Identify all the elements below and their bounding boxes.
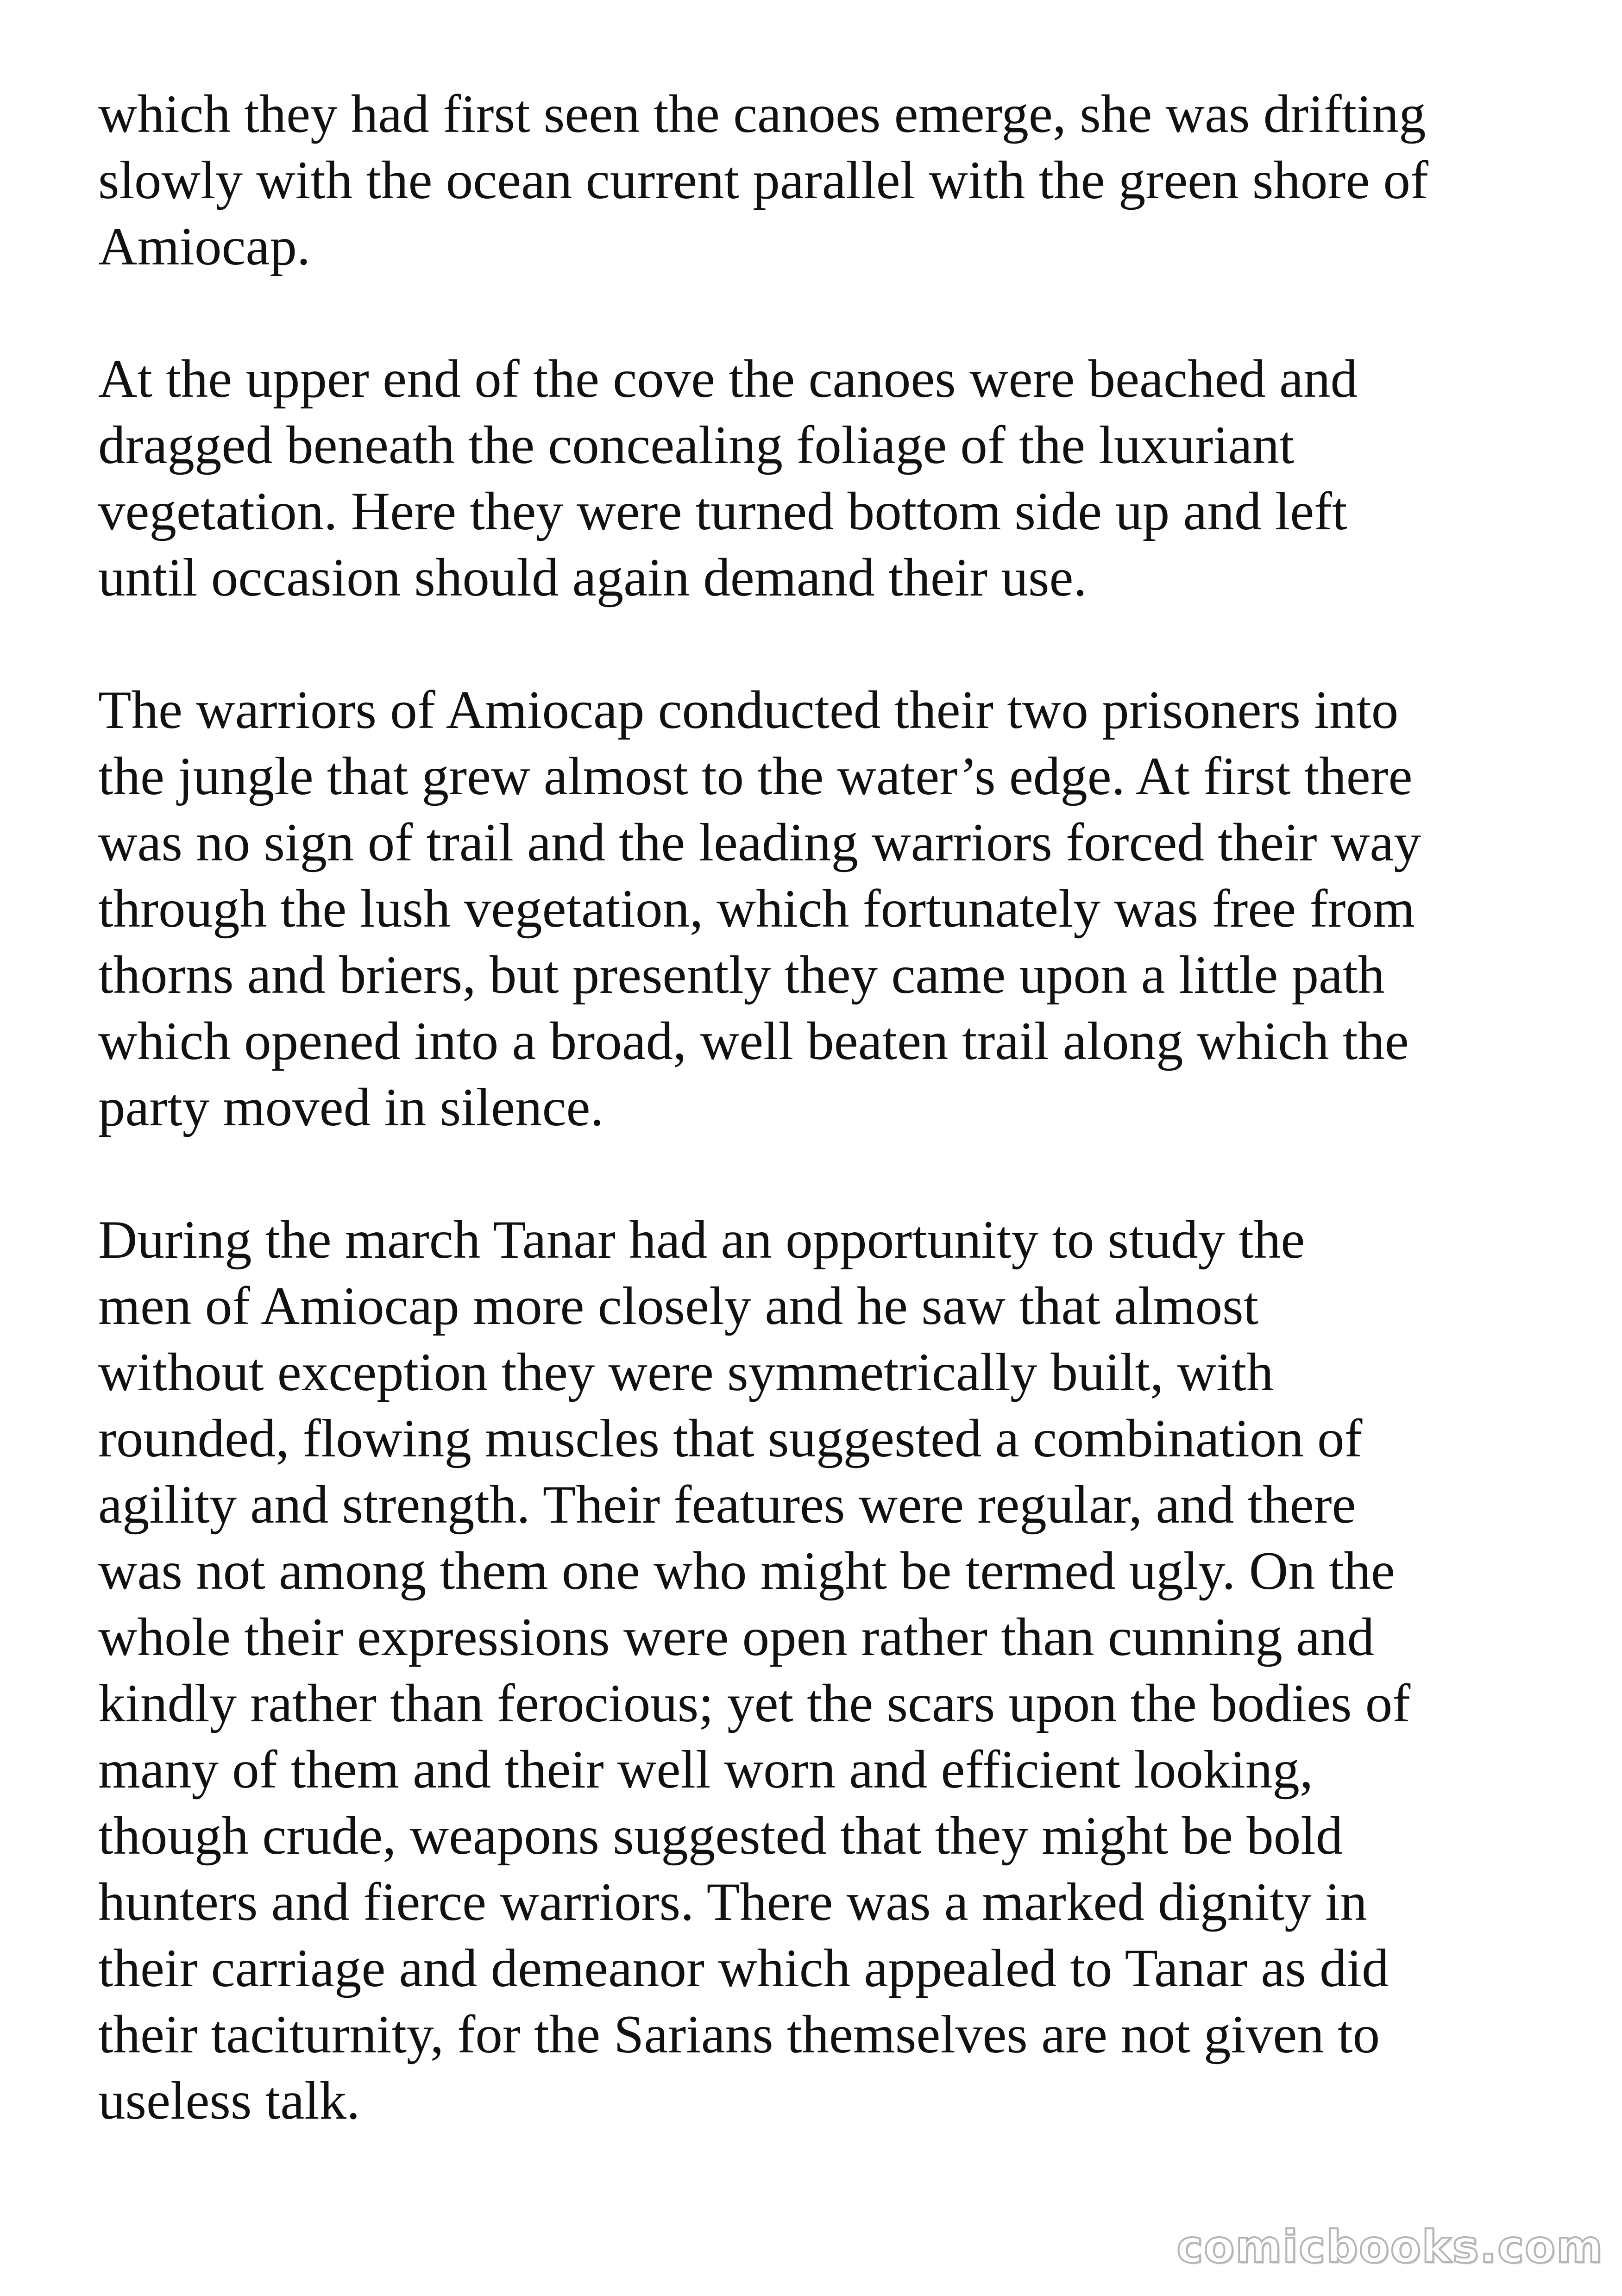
text-line: was not among them one who might be termed ugly. On the xyxy=(98,1541,1395,1601)
text-line: hunters and fierce warriors. There was a marked dignity in xyxy=(98,1872,1367,1932)
paragraph xyxy=(98,81,1553,280)
text-line: rounded, flowing muscles that suggested a combination of xyxy=(98,1409,1363,1468)
text-line: party moved in silence. xyxy=(98,1078,604,1137)
text-line: men of Amiocap more closely and he saw that almost xyxy=(98,1276,1259,1336)
paragraph xyxy=(98,677,1553,1141)
text-line: useless talk. xyxy=(98,2071,360,2131)
text-line: without exception they were symmetrically built, with xyxy=(98,1342,1274,1402)
text-line: dragged beneath the concealing foliage of the luxuriant xyxy=(98,415,1295,475)
text-line: which opened into a broad, well beaten trail along which the xyxy=(98,1011,1409,1071)
text-line: During the march Tanar had an opportunity to study the xyxy=(98,1210,1305,1270)
text-line: The warriors of Amiocap conducted their two prisoners into xyxy=(98,680,1399,740)
text-line: whole their expressions were open rather than cunning and xyxy=(98,1607,1375,1667)
paragraph xyxy=(98,346,1553,611)
text-line: At the upper end of the cove the canoes were beached and xyxy=(98,349,1358,409)
text-line: until occasion should again demand their use. xyxy=(98,548,1087,608)
text-line: their carriage and demeanor which appealed to Tanar as did xyxy=(98,1938,1389,1998)
text-line: though crude, weapons suggested that they might be bold xyxy=(98,1806,1343,1866)
text-line: Amiocap. xyxy=(98,217,311,276)
text-line: was no sign of trail and the leading warriors forced their way xyxy=(98,813,1421,872)
text-line: the jungle that grew almost to the water’s edge. At first there xyxy=(98,747,1413,806)
text-line: kindly rather than ferocious; yet the scars upon the bodies of xyxy=(98,1674,1411,1733)
text-line: their taciturnity, for the Sarians themselves are not given to xyxy=(98,2005,1380,2064)
watermark-logo: comicbooks.com xyxy=(1176,2221,1603,2273)
body-text xyxy=(98,81,1553,2134)
text-line: which they had first seen the canoes emerge, she was drifting xyxy=(98,84,1426,144)
text-line: many of them and their well worn and efficient looking, xyxy=(98,1740,1314,1800)
text-line: through the lush vegetation, which fortunately was free from xyxy=(98,879,1415,939)
paragraph xyxy=(98,1207,1553,2134)
text-line: vegetation. Here they were turned bottom side up and left xyxy=(98,482,1347,541)
text-line: agility and strength. Their features were regular, and there xyxy=(98,1475,1356,1535)
text-line: thorns and briers, but presently they came upon a little path xyxy=(98,945,1385,1005)
text-line: slowly with the ocean current parallel with the green shore of xyxy=(98,151,1428,210)
